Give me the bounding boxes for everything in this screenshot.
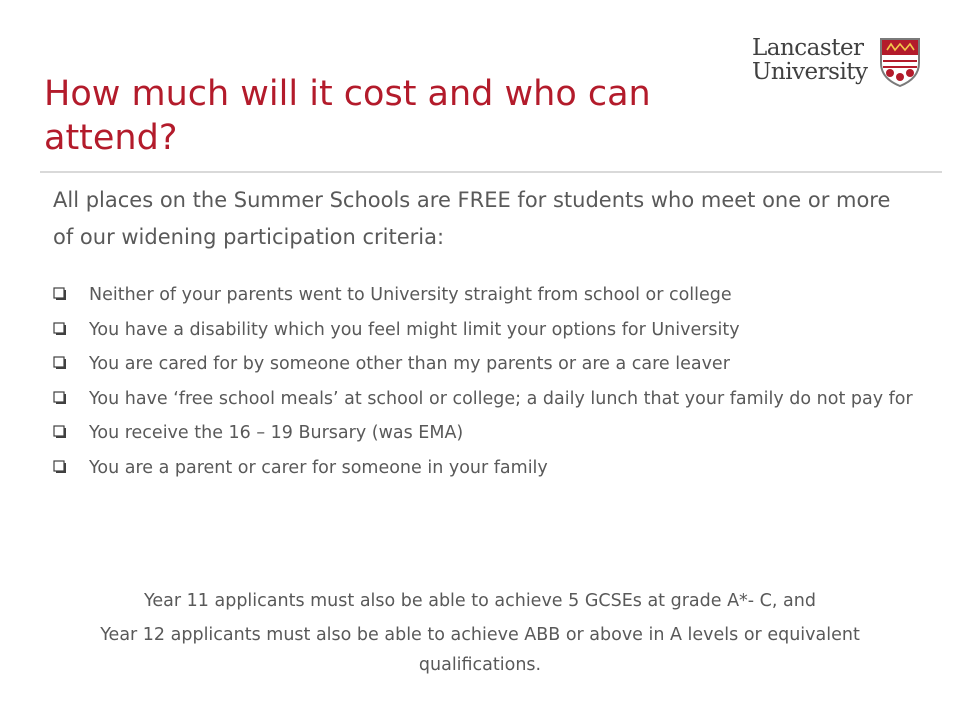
- criteria-text: You have ‘free school meals’ at school or college; a daily lunch that your family do not pay for: [89, 388, 913, 409]
- list-item: [53, 352, 913, 377]
- intro-text: All places on the Summer Schools are FREE for students who meet one or more of our widening participation criteria:: [53, 188, 891, 249]
- list-item: [53, 456, 913, 481]
- logo-line-1: Lancaster: [752, 35, 864, 61]
- checkbox-bullet-icon: [53, 287, 67, 301]
- list-item: [53, 318, 913, 343]
- criteria-text: Neither of your parents went to University straight from school or college: [89, 285, 732, 305]
- crest-icon: [879, 37, 921, 87]
- criteria-list: [53, 283, 913, 491]
- criteria-text: You have a disability which you feel might limit your options for University: [89, 319, 740, 340]
- checkbox-bullet-icon: [53, 425, 67, 439]
- checkbox-bullet-icon: [53, 322, 67, 336]
- year-12-requirement: Year 12 applicants must also be able to achieve ABB or above in A levels or equivalent qualifications.: [100, 625, 860, 675]
- checkbox-bullet-icon: [53, 391, 67, 405]
- university-logo: [752, 36, 924, 92]
- logo-wordmark: [752, 36, 876, 84]
- year-11-requirement: Year 11 applicants must also be able to achieve 5 GCSEs at grade A*- C, and: [144, 591, 816, 611]
- criteria-text: You are cared for by someone other than my parents or are a care leaver: [89, 354, 730, 375]
- list-item: [53, 387, 913, 412]
- list-item: [53, 421, 913, 446]
- list-item: [53, 283, 913, 308]
- entry-requirements: [40, 584, 920, 680]
- title-divider: [40, 171, 942, 173]
- checkbox-bullet-icon: [53, 460, 67, 474]
- criteria-text: You receive the 16 – 19 Bursary (was EMA): [89, 423, 464, 444]
- checkbox-bullet-icon: [53, 356, 67, 370]
- criteria-text: You are a parent or carer for someone in your family: [89, 457, 548, 478]
- logo-line-2: University: [752, 59, 868, 85]
- page-title: How much will it cost and who can attend?: [44, 74, 651, 158]
